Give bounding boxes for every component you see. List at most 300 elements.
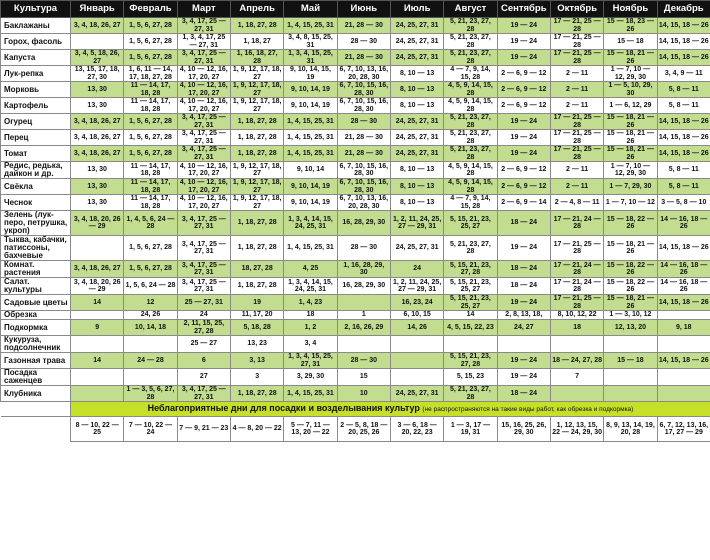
day-cell: 28 — 30: [337, 353, 390, 369]
crop-row: [1, 130, 710, 146]
day-cell: 14, 15, 18 — 26: [657, 18, 710, 34]
crop-row: [1, 353, 710, 369]
month-header: Август: [444, 1, 497, 18]
day-cell: 1, 4, 15, 25, 31: [284, 386, 337, 402]
day-cell: 19 — 24: [497, 18, 550, 34]
day-cell: 1, 16, 18, 27, 28: [230, 50, 283, 66]
day-cell: 25 — 27: [177, 336, 230, 353]
day-cell: 5, 8 — 11: [657, 82, 710, 98]
day-cell: 4 — 7, 9, 14, 15, 28: [444, 66, 497, 82]
day-cell: 1 — 3, 5, 6, 27, 28: [124, 386, 177, 402]
day-cell: 11 — 14, 17, 18, 28: [124, 82, 177, 98]
day-cell: 8, 10 — 13: [390, 66, 443, 82]
day-cell: 11 — 14, 17, 18, 28: [124, 162, 177, 179]
day-cell: 15 — 18: [604, 34, 657, 50]
day-cell: 1 — 7, 29, 30: [604, 179, 657, 195]
day-cell: 17 — 21, 25 — 28: [550, 236, 603, 261]
day-cell: 24, 27: [497, 320, 550, 336]
day-cell: 1, 3, 4, 14, 15, 24, 25, 31: [284, 211, 337, 236]
day-cell: 14: [71, 295, 124, 311]
crop-name: Клубника: [1, 386, 71, 402]
day-cell: [337, 295, 390, 311]
day-cell: 5, 15, 21, 23, 25, 27: [444, 295, 497, 311]
crop-name: Посадка саженцев: [1, 369, 71, 386]
day-cell: 17 — 21, 24 — 28: [550, 261, 603, 278]
day-cell: 15 — 18, 21 — 26: [604, 295, 657, 311]
crop-name: Томат: [1, 146, 71, 162]
day-cell: 13, 23: [230, 336, 283, 353]
day-cell: 7: [550, 369, 603, 386]
crop-row: [1, 50, 710, 66]
day-cell: 1, 18, 27, 28: [230, 386, 283, 402]
day-cell: 1, 9, 12, 17, 18, 27: [230, 162, 283, 179]
day-cell: 14, 15, 18 — 26: [657, 50, 710, 66]
day-cell: 15 — 18: [604, 353, 657, 369]
crop-row: [1, 162, 710, 179]
month-header: Сентябрь: [497, 1, 550, 18]
day-cell: 5, 21, 23, 27, 28: [444, 18, 497, 34]
day-cell: 19 — 24: [497, 130, 550, 146]
day-cell: 10: [337, 386, 390, 402]
day-cell: 5, 21, 23, 27, 28: [444, 114, 497, 130]
day-cell: 1, 3, 4, 14, 15, 24, 25, 31: [284, 278, 337, 295]
day-cell: 24, 25, 27, 31: [390, 146, 443, 162]
day-cell: [497, 336, 550, 353]
day-cell: 1, 3, 4, 15, 25, 31: [284, 50, 337, 66]
crop-name: Салат. культуры: [1, 278, 71, 295]
day-cell: 15 — 18, 22 — 26: [604, 278, 657, 295]
crop-row: [1, 98, 710, 114]
day-cell: 3, 4, 18, 26, 27: [71, 18, 124, 34]
day-cell: 8, 10 — 13: [390, 162, 443, 179]
crop-row: [1, 18, 710, 34]
crop-name: Подкормка: [1, 320, 71, 336]
day-cell: 9, 18: [657, 320, 710, 336]
day-cell: 17 — 21, 24 — 28: [550, 211, 603, 236]
day-cell: 11 — 14, 17, 18, 28: [124, 98, 177, 114]
day-cell: 2 — 11: [550, 179, 603, 195]
day-cell: 4, 5, 9, 14, 15, 28: [444, 98, 497, 114]
day-cell: 17 — 21, 25 — 28: [550, 146, 603, 162]
day-cell: 1, 2, 11, 24, 25, 27 — 29, 31: [390, 211, 443, 236]
day-cell: 1, 6, 11 — 14, 17, 18, 27, 28: [124, 66, 177, 82]
crop-row: [1, 278, 710, 295]
day-cell: [444, 336, 497, 353]
day-cell: 3, 4, 17, 25 — 27, 31: [177, 130, 230, 146]
day-cell: 2 — 11: [550, 66, 603, 82]
day-cell: 5, 15, 21, 23, 27, 28: [444, 261, 497, 278]
day-cell: 1 — 5, 10, 29, 30: [604, 82, 657, 98]
day-cell: 28 — 30: [337, 114, 390, 130]
day-cell: 6, 7, 10, 15, 16, 28, 30: [337, 82, 390, 98]
day-cell: 4 — 7, 9, 14, 15, 28: [444, 195, 497, 211]
day-cell: 11, 17, 20: [230, 311, 283, 320]
day-cell: 6: [177, 353, 230, 369]
bad-days-title: Неблагоприятные дни для посадки и возделывания культур: [147, 402, 420, 413]
day-cell: 1, 5, 6, 27, 28: [124, 130, 177, 146]
day-cell: [337, 336, 390, 353]
crop-row: [1, 369, 710, 386]
crop-row: [1, 211, 710, 236]
day-cell: 19 — 24: [497, 146, 550, 162]
day-cell: [550, 336, 603, 353]
day-cell: 8, 10 — 13: [390, 195, 443, 211]
day-cell: 14, 15, 18 — 26: [657, 353, 710, 369]
day-cell: 14: [71, 353, 124, 369]
day-cell: 28 — 30: [337, 34, 390, 50]
day-cell: 5, 21, 23, 27, 28: [444, 34, 497, 50]
crop-row: [1, 311, 710, 320]
crop-name: Обрезка: [1, 311, 71, 320]
day-cell: 6, 7, 10, 15, 16, 28, 30: [337, 162, 390, 179]
calendar-body: [1, 18, 710, 402]
crop-row: [1, 320, 710, 336]
bad-day-cell: 8 — 10, 22 — 25: [71, 417, 124, 442]
crop-name: Перец: [1, 130, 71, 146]
day-cell: 24: [390, 261, 443, 278]
day-cell: 1, 4, 15, 25, 31: [284, 114, 337, 130]
day-cell: 2 — 6, 9 — 12: [497, 162, 550, 179]
day-cell: 19 — 24: [497, 295, 550, 311]
crop-name: Морковь: [1, 82, 71, 98]
day-cell: 21, 28 — 30: [337, 130, 390, 146]
day-cell: 3, 13: [230, 353, 283, 369]
day-cell: 1, 4, 15, 25, 31: [284, 130, 337, 146]
month-header: Январь: [71, 1, 124, 18]
bad-day-cell: 1, 12, 13, 15, 22 — 24, 29, 30: [550, 417, 603, 442]
day-cell: 21, 28 — 30: [337, 146, 390, 162]
day-cell: 17 — 21, 25 — 28: [550, 50, 603, 66]
crop-column-header: Культура: [1, 1, 71, 18]
day-cell: 14: [444, 311, 497, 320]
crop-row: [1, 336, 710, 353]
crop-row: [1, 295, 710, 311]
bad-day-cell: 4 — 8, 20 — 22: [230, 417, 283, 442]
day-cell: 9, 10, 14, 19: [284, 82, 337, 98]
day-cell: 1, 5, 6, 27, 28: [124, 18, 177, 34]
day-cell: 24, 25, 27, 31: [390, 130, 443, 146]
day-cell: 9: [71, 320, 124, 336]
day-cell: 1, 18, 27, 28: [230, 211, 283, 236]
day-cell: 27: [177, 369, 230, 386]
day-cell: 8, 10, 12, 22: [550, 311, 603, 320]
crop-row: [1, 146, 710, 162]
day-cell: 9, 10, 14: [284, 162, 337, 179]
day-cell: [71, 236, 124, 261]
crop-row: [1, 82, 710, 98]
crop-name: Горох, фасоль: [1, 34, 71, 50]
day-cell: 15: [337, 369, 390, 386]
day-cell: 2 — 11: [550, 82, 603, 98]
crop-name: Свёкла: [1, 179, 71, 195]
day-cell: 24 — 28: [124, 353, 177, 369]
day-cell: 14, 15, 18 — 26: [657, 236, 710, 261]
day-cell: 1, 18, 27, 28: [230, 236, 283, 261]
crop-name: Кукуруза, подсолнечник: [1, 336, 71, 353]
day-cell: 1 — 6, 12, 29: [604, 98, 657, 114]
day-cell: 1, 16, 28, 29, 30: [337, 261, 390, 278]
day-cell: [657, 369, 710, 386]
day-cell: [71, 34, 124, 50]
crop-name: Баклажаны: [1, 18, 71, 34]
day-cell: 1, 18, 27, 28: [230, 146, 283, 162]
day-cell: 15 — 18, 22 — 26: [604, 211, 657, 236]
day-cell: 24, 26: [124, 311, 177, 320]
day-cell: 17 — 21, 24 — 28: [550, 278, 603, 295]
day-cell: 15 — 18, 23 — 26: [604, 18, 657, 34]
day-cell: 1, 5, 6, 27, 28: [124, 114, 177, 130]
day-cell: 1, 18, 27, 28: [230, 278, 283, 295]
day-cell: 3, 4, 5, 18, 26, 27: [71, 50, 124, 66]
bad-days-title-row: [1, 402, 710, 417]
day-cell: 3, 4, 9 — 11: [657, 66, 710, 82]
bad-days-title-spacer: [1, 402, 71, 417]
day-cell: 19 — 24: [497, 353, 550, 369]
day-cell: [390, 369, 443, 386]
day-cell: 18, 27, 28: [230, 261, 283, 278]
day-cell: 8, 10 — 13: [390, 82, 443, 98]
bad-day-cell: 3 — 6, 18 — 20, 22, 23: [390, 417, 443, 442]
bad-day-cell: 5 — 7, 11 — 13, 20 — 22: [284, 417, 337, 442]
day-cell: 1, 4, 15, 25, 31: [284, 236, 337, 261]
day-cell: 5, 21, 23, 27, 28: [444, 386, 497, 402]
crop-name: Лук-репка: [1, 66, 71, 82]
day-cell: 1, 18, 27, 28: [230, 114, 283, 130]
day-cell: 4, 5, 15, 22, 23: [444, 320, 497, 336]
day-cell: [550, 386, 603, 402]
month-header: Ноябрь: [604, 1, 657, 18]
bad-days-note: (не распространяются на такие виды работ, как обрезка и подкормка): [422, 405, 634, 413]
day-cell: 9, 10, 14, 19: [284, 195, 337, 211]
crop-row: [1, 261, 710, 278]
crop-name: Огурец: [1, 114, 71, 130]
month-header: Июль: [390, 1, 443, 18]
bad-days-spacer: [1, 417, 71, 442]
day-cell: 1, 5, 6, 27, 28: [124, 34, 177, 50]
crop-row: [1, 179, 710, 195]
day-cell: 14, 15, 18 — 26: [657, 34, 710, 50]
month-header: Февраль: [124, 1, 177, 18]
day-cell: 3, 4, 17, 25 — 27, 31: [177, 236, 230, 261]
day-cell: 8, 10 — 13: [390, 179, 443, 195]
day-cell: 17 — 21, 25 — 28: [550, 114, 603, 130]
day-cell: 19 — 24: [497, 34, 550, 50]
day-cell: 1 — 3, 10, 12: [604, 311, 657, 320]
day-cell: 3, 4, 18, 26, 27: [71, 114, 124, 130]
bad-day-cell: 1 — 3, 17 — 19, 31: [444, 417, 497, 442]
day-cell: 1, 18, 27, 28: [230, 18, 283, 34]
day-cell: 4, 10 — 12, 16, 17, 20, 27: [177, 82, 230, 98]
day-cell: 15 — 18, 21 — 26: [604, 130, 657, 146]
day-cell: 2 — 11: [550, 98, 603, 114]
day-cell: [657, 336, 710, 353]
day-cell: 14, 26: [390, 320, 443, 336]
day-cell: 9, 10, 14, 15, 19: [284, 66, 337, 82]
day-cell: 1, 9, 12, 17, 18, 27: [230, 98, 283, 114]
day-cell: 3: [230, 369, 283, 386]
day-cell: 1, 9, 12, 17, 18, 27: [230, 179, 283, 195]
crop-name: Тыква, кабачки, патиссоны, бахчевые: [1, 236, 71, 261]
day-cell: 14, 15, 18 — 26: [657, 114, 710, 130]
day-cell: 3, 4, 18, 26, 27: [71, 130, 124, 146]
day-cell: 24, 25, 27, 31: [390, 18, 443, 34]
day-cell: 13, 30: [71, 162, 124, 179]
day-cell: 5, 21, 23, 27, 28: [444, 236, 497, 261]
day-cell: 1, 5, 6, 27, 28: [124, 236, 177, 261]
day-cell: 2 — 6, 9 — 12: [497, 82, 550, 98]
day-cell: 1, 4, 15, 25, 31: [284, 146, 337, 162]
day-cell: 3, 4, 17, 25 — 27, 31: [177, 278, 230, 295]
day-cell: 1, 18, 27: [230, 34, 283, 50]
day-cell: 5, 15, 23: [444, 369, 497, 386]
day-cell: 16, 23, 24: [390, 295, 443, 311]
day-cell: 15 — 18, 21 — 26: [604, 236, 657, 261]
crop-name: Зелень (лук-перо, петрушка, укроп): [1, 211, 71, 236]
crop-name: Садовые цветы: [1, 295, 71, 311]
day-cell: 1, 5, 6, 27, 28: [124, 50, 177, 66]
day-cell: 1, 9, 12, 17, 18, 27: [230, 82, 283, 98]
header-row: [1, 1, 710, 18]
day-cell: 3, 4, 17, 25 — 27, 31: [177, 50, 230, 66]
day-cell: 18 — 24: [497, 261, 550, 278]
month-header: Март: [177, 1, 230, 18]
day-cell: 1, 5, 6, 24 — 28: [124, 278, 177, 295]
day-cell: 5, 15, 21, 23, 25, 27: [444, 211, 497, 236]
day-cell: 13, 30: [71, 98, 124, 114]
day-cell: 9, 10, 14, 19: [284, 98, 337, 114]
day-cell: 13, 30: [71, 179, 124, 195]
crop-row: [1, 66, 710, 82]
day-cell: 1, 18, 27, 28: [230, 130, 283, 146]
day-cell: 3, 4, 18, 20, 26 — 29: [71, 278, 124, 295]
day-cell: 5, 15, 21, 23, 25, 27: [444, 278, 497, 295]
day-cell: 6, 7, 10, 15, 16, 28, 30: [337, 98, 390, 114]
day-cell: 3, 4, 17, 25 — 27, 31: [177, 18, 230, 34]
day-cell: [71, 336, 124, 353]
day-cell: 3, 4, 18, 26, 27: [71, 146, 124, 162]
day-cell: [604, 369, 657, 386]
day-cell: 14, 15, 18 — 26: [657, 295, 710, 311]
day-cell: 5, 8 — 11: [657, 98, 710, 114]
day-cell: 2, 8, 13, 18,: [497, 311, 550, 320]
day-cell: 2, 16, 26, 29: [337, 320, 390, 336]
day-cell: [390, 336, 443, 353]
crop-name: Редис, редька, дайкон и др.: [1, 162, 71, 179]
day-cell: 6, 7, 10, 13, 16, 20, 28, 30: [337, 195, 390, 211]
day-cell: 1, 4, 15, 25, 31: [284, 18, 337, 34]
day-cell: [390, 353, 443, 369]
day-cell: 4, 10 — 12, 16, 17, 20, 27: [177, 195, 230, 211]
crop-row: [1, 236, 710, 261]
day-cell: 4, 5, 9, 14, 15, 28: [444, 179, 497, 195]
day-cell: [657, 386, 710, 402]
day-cell: 11 — 14, 17, 18, 28: [124, 195, 177, 211]
day-cell: 25 — 27, 31: [177, 295, 230, 311]
day-cell: 1, 2, 11, 24, 25, 27 — 29, 31: [390, 278, 443, 295]
day-cell: 16, 28, 29, 30: [337, 211, 390, 236]
day-cell: 3, 4, 18, 26, 27: [71, 261, 124, 278]
day-cell: 11 — 14, 17, 18, 28: [124, 179, 177, 195]
day-cell: 24, 25, 27, 31: [390, 236, 443, 261]
day-cell: 12, 13, 20: [604, 320, 657, 336]
day-cell: 2 — 4, 8 — 11: [550, 195, 603, 211]
month-header: Декабрь: [657, 1, 710, 18]
month-header: Апрель: [230, 1, 283, 18]
day-cell: 17 — 21, 25 — 28: [550, 18, 603, 34]
day-cell: 3, 4, 17, 25 — 27, 31: [177, 114, 230, 130]
day-cell: 24, 25, 27, 31: [390, 34, 443, 50]
crop-row: [1, 386, 710, 402]
day-cell: 3 — 5, 8 — 10: [657, 195, 710, 211]
crop-row: [1, 195, 710, 211]
day-cell: 1, 3, 4, 15, 25, 27, 31: [284, 353, 337, 369]
day-cell: 18 — 24: [497, 211, 550, 236]
day-cell: 1, 5, 6, 27, 28: [124, 261, 177, 278]
crop-row: [1, 34, 710, 50]
day-cell: 1, 5, 6, 27, 28: [124, 146, 177, 162]
day-cell: 5, 8 — 11: [657, 162, 710, 179]
day-cell: 15 — 18, 21 — 26: [604, 114, 657, 130]
bad-day-cell: 2 — 5, 8, 18 — 20, 25, 26: [337, 417, 390, 442]
day-cell: 21, 28 — 30: [337, 18, 390, 34]
crop-name: Газонная трава: [1, 353, 71, 369]
day-cell: 1, 9, 12, 17, 18, 27: [230, 195, 283, 211]
day-cell: 13, 30: [71, 195, 124, 211]
day-cell: 1, 4, 23: [284, 295, 337, 311]
day-cell: 18: [550, 320, 603, 336]
day-cell: 4, 5, 9, 14, 15, 28: [444, 162, 497, 179]
day-cell: 4, 25: [284, 261, 337, 278]
day-cell: 2 — 6, 9 — 12: [497, 179, 550, 195]
day-cell: 5, 21, 23, 27, 28: [444, 50, 497, 66]
day-cell: 4, 10 — 12, 16, 17, 20, 27: [177, 98, 230, 114]
day-cell: 12: [124, 295, 177, 311]
day-cell: 18: [284, 311, 337, 320]
bad-day-cell: 6, 7, 12, 13, 16, 17, 27 — 29: [657, 417, 710, 442]
day-cell: 3, 4: [284, 336, 337, 353]
day-cell: 15 — 18, 21 — 26: [604, 50, 657, 66]
day-cell: 5, 15, 21, 23, 27, 28: [444, 353, 497, 369]
day-cell: 2 — 6, 9 — 12: [497, 66, 550, 82]
day-cell: 5, 21, 23, 27, 28: [444, 146, 497, 162]
day-cell: 18 — 24: [497, 386, 550, 402]
day-cell: [657, 311, 710, 320]
day-cell: 17 — 21, 25 — 28: [550, 295, 603, 311]
day-cell: 10, 14, 18: [124, 320, 177, 336]
day-cell: 1, 3, 4, 17, 25 — 27, 31: [177, 34, 230, 50]
bad-days-title-cell: [71, 402, 710, 417]
day-cell: 5, 21, 23, 27, 28: [444, 130, 497, 146]
day-cell: 6, 7, 10, 15, 16, 28, 30: [337, 179, 390, 195]
day-cell: 18 — 24: [497, 278, 550, 295]
day-cell: 3, 4, 17, 25 — 27, 31: [177, 261, 230, 278]
day-cell: 2 — 6, 9 — 12: [497, 98, 550, 114]
day-cell: 2 — 6, 9 — 14: [497, 195, 550, 211]
day-cell: 4, 5, 9, 14, 15, 28: [444, 82, 497, 98]
day-cell: 4, 10 — 12, 16, 17, 20, 27: [177, 162, 230, 179]
day-cell: 1, 9, 12, 17, 18, 27: [230, 66, 283, 82]
day-cell: 14 — 16, 18 — 26: [657, 261, 710, 278]
day-cell: 1: [337, 311, 390, 320]
day-cell: 15 — 18, 21 — 26: [604, 146, 657, 162]
day-cell: 24, 25, 27, 31: [390, 50, 443, 66]
day-cell: 24: [177, 311, 230, 320]
day-cell: 24, 25, 27, 31: [390, 386, 443, 402]
day-cell: 17 — 21, 25 — 28: [550, 34, 603, 50]
day-cell: 3, 4, 18, 20, 26 — 29: [71, 211, 124, 236]
day-cell: 8, 10 — 13: [390, 98, 443, 114]
day-cell: 13, 30: [71, 82, 124, 98]
